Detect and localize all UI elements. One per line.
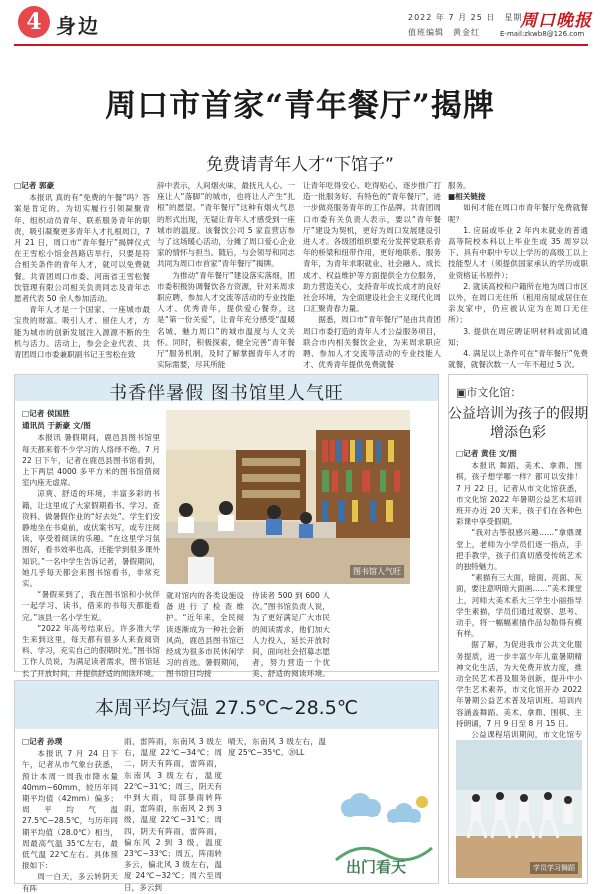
- weather-column-3: [228, 736, 326, 776]
- page-number-badge: 4: [18, 6, 50, 38]
- weather-paragraph: 雨，雷阵雨，东南风 3 级左右，温度 22℃~34℃；周二，阴天有阵雨，雷阵雨，东南风 3 级左右，温度 22℃~31℃；周三，阴天有中到大雨，局部暴雨转阵雨，雷阵雨，东南风 2 到 3 级，温度 22℃~31℃；周四，阴天有阵雨，雷阵雨，偏东风 2 到 3 级，温度 23℃~33℃；周五，阵雨转多云，偏北风 3 级左右，温度 24℃~32℃；周六至周日，多云到: [124, 737, 222, 892]
- eligibility-item: 4. 满足以上条件可在“青年餐厅”免费就餐，就餐次数一人一年不超过 5 次。: [448, 349, 588, 370]
- lead-paragraph: 让青年吃得安心、吃得贴心，逐步推广打造一批服务好、有特色的“青年餐厅”，进一步做亮服务青年的工作品牌。共青团周口市委有关负责人表示，要以“青年餐厅”建设为契机，更好为周口发展建设引进人才。各级团组织要充分发挥党联系青年的桥梁和纽带作用，更好地联系、服务青年，为青年求职就业、社会融入、成长成才、权益维护等方面提供全方位服务，助力营造关心、支持青年成长成才的良好社会环境，为全面建设社会主义现代化周口汇聚青春力量。: [303, 181, 441, 314]
- illustration-text: 出门看天: [346, 858, 407, 876]
- library-paragraph: 凉爽、舒适的环境，丰富多彩的书籍，让这里成了大家假期看书、学习、查资料、做暑假作业的“好去处”。学生们安静地坐在书桌前，或伏案书写，或专注阅读，享受着阅读的乐趣。“在这里学习氛围好，看书效率也高，还能学到很多课外知识。”一名中学生告诉记者，暑假期间，她几乎每天都会来图书馆看书，非常充实。: [22, 489, 160, 589]
- editor-line: 值班编辑 黄金红: [408, 28, 480, 37]
- lead-subheadline: 免费请青年人才“下馆子”: [206, 155, 394, 175]
- library-column-1: [22, 408, 160, 678]
- weather-column-1: [22, 736, 118, 893]
- weather-illustration-art: [330, 790, 436, 880]
- weather-headline: 本周平均气温 27.5℃~28.5℃: [94, 697, 359, 719]
- weather-paragraph: 周一白天，多云转阴天有阵: [22, 872, 118, 893]
- library-byline: □记者 侯国胜: [22, 409, 70, 418]
- library-paragraph: “2022 年高考结束后，许多准大学生来到这里，每天都有很多人来查阅资料、学习，充实自己的假期时光。”图书馆工作人员说，为满足读者需求，图书馆延长了开放时间，并提供舒适的阅读环境。: [22, 623, 160, 678]
- culture-paragraph: 据了解，为促进我市公共文化服务提质，进一步丰富少年儿童暑期精神文化生活，为大免费开放力度，推动全民艺术普及服务创新，提升中小学生艺术素养，市文化馆开办 2022 年暑期公益艺术普及培训班。培训内容涵盖舞蹈、美术、拿鼎、围棋、主持朗诵，7 月 9 日至 8 月 15 日。: [456, 640, 582, 728]
- culture-section-tag: ▣市文化馆：: [456, 386, 522, 399]
- library-byline: 通讯员 于新豪 文/图: [22, 421, 91, 431]
- library-paragraph: “暑假来到了，我在图书馆和小伙伴一起学习、读书，借来的书每天都能看完。”该县一名小学生说。: [22, 590, 160, 622]
- culture-byline: □记者 黄佳 文/图: [456, 449, 517, 458]
- library-paragraph: 就对馆内的各类设施设备进行了检查维护。“近年来，全民阅读逐渐成为一种社会新风尚，鹿邑县图书馆已经成为很多市民休闲学习的首选。暑假期间，图书馆日均接: [166, 591, 244, 679]
- library-headline: 书香伴暑假 图书馆里人气旺: [109, 383, 344, 404]
- lead-column-4: [448, 180, 588, 370]
- issue-date: 2022 年 7 月 25 日 星期一: [408, 13, 532, 22]
- lead-column-1: [14, 180, 150, 362]
- eligibility-item: 2. 就读高校和户籍所在地为周口市区以外，在周口无住所（租用房屋或居住在亲友家中，仍应被认定为在周口无住所）；: [448, 281, 588, 325]
- lead-byline: □记者 郭豪: [14, 181, 55, 190]
- culture-column: [456, 448, 582, 740]
- library-paragraph: 本报讯 暑假期间，鹿邑县图书馆里每天都来着不少学习的人络绎不绝。7 月 22 日下午，记者在鹿邑县图书馆看到，上下两层 4000 多平方米的图书馆借阅室内座无虚席。: [22, 433, 160, 488]
- culture-headline: 公益培训为孩子的假期增添色彩: [448, 406, 588, 441]
- library-paragraph: 待读者 500 到 600 人次。”图书馆负责人说，为了更好满足广大市民的阅读需求，他们加大人力投入，延长开放时间，面向社会招募志愿者，努力营造一个优美、舒适的阅读环境。: [252, 591, 330, 679]
- lead-paragraph: 服务。: [448, 181, 471, 190]
- lead-headline: 周口市首家“青年餐厅”揭牌: [105, 88, 495, 124]
- lead-column-3: [303, 180, 441, 370]
- library-photo-illustration: [166, 410, 410, 584]
- weather-column-2: [124, 736, 222, 892]
- newspaper-logo: 周口晚报: [520, 11, 592, 31]
- header-divider: [14, 44, 588, 46]
- eligibility-item: 1. 应届或毕业 2 年内未就业的普通高等院校本科以上毕业生或 35 周岁以下、具有中职中专以上学历的高级工以上技能型人才（须提供国家承认的学历或职业资格证书原件）；: [448, 225, 588, 280]
- library-photo: [166, 410, 410, 584]
- culture-paragraph: “我对古筝很感兴趣……”拿鼎课堂上，老师为小学员们逐一指点，手把手教学，孩子们真切感受传统艺术的独特魅力。: [456, 528, 582, 572]
- related-links-heading: ■相关链接: [448, 192, 486, 202]
- lead-paragraph: 本报讯 真的有“免费的午餐”吗？答案是肯定的。为切实履行引领凝聚青年、组织动员青年、联系服务青年的职责，吸引凝聚更多青年人才扎根周口，7 月 21 日，周口市“青年餐厅”揭牌仪式在王雪松小馆金昌路店举行，只要是符合相关条件的青年人才，就可以免费就餐。共青团周口市委、河南省王雪松餐饮管理有限公司相关负责同志及青年志愿者代表 50 余人参加活动。: [14, 193, 150, 304]
- eligibility-item: 3. 提供在周应聘证明材料或面试通知；: [448, 326, 588, 347]
- lead-paragraph: 如何才能在周口市青年餐厅免费就餐呢？: [448, 203, 588, 224]
- contact-email: E-mail:zkwb8@126.com: [500, 30, 585, 38]
- weather-illustration: [330, 790, 436, 880]
- library-column-2: [166, 590, 244, 679]
- lead-paragraph: 辞中表示，人间烟火味，最抚凡人心。一座让人“落脚”的城市，也将让人产生“扎根”的愿望。“青年餐厅”这种有烟火气息的形式出现，无疑让青年人才感受到一座城市的温度。该餐饮公司 5 家直营店参与了这场暖心活动，分摊了周口爱心企业家的情怀与担当。随后，与会领导和同志共同为周口市首家“青年餐厅”揭牌。: [157, 181, 295, 269]
- dance-photo-caption: 学员学习舞蹈: [530, 862, 578, 874]
- weather-paragraph: 晴天，东南风 3 级左右，温度 25℃~35℃。⑳LL: [228, 737, 326, 758]
- dance-photo-illustration: [456, 740, 582, 878]
- lead-paragraph: 为推动“青年餐厅”建设落实落细，团市委积极协调餐饮各方资源，针对来周求职应聘、参加人才交流等活动的专业技能人才、优秀青年，提供爱心餐券，这是“第一份关爱”，让青年充分感受“温暖名城、魅力周口”的城市温度与人文关怀。同时，积极探索，健全完善“青年餐厅”服务机制，及时了解掌握青年人才的实际需要，尽其所能: [157, 270, 295, 370]
- library-column-3: [252, 590, 330, 679]
- culture-paragraph: 本报讯 舞蹈、美术、拿鼎、围棋，孩子想学哪一样？都可以安排！7 月 22 日，记者从市文化馆获悉，市文化馆 2022 年暑期公益艺术培训班开办近 20 天来，孩子们在各种色彩课中享受假期。: [456, 461, 582, 527]
- section-name: 身边: [56, 14, 100, 38]
- culture-paragraph: “素描有三大面，暗面、亮面、灰面，要注意明暗大面画……”美术课堂上，河师大美术系大三学生小丽指导学生素描，学员们通过观察、思考、动手，将一幅幅素描作品勾勒得有模有样。: [456, 573, 582, 639]
- library-photo-caption: 图书馆人气旺: [350, 565, 404, 578]
- culture-paragraph: 公益课程培训期间，市文化馆专: [471, 730, 582, 740]
- page-header: [0, 0, 600, 54]
- lead-paragraph: 据悉，周口市“青年餐厅”是由共青团周口市委打造的青年人才公益服务项目，联合市内相关餐饮企业，为来周求职应聘、参加人才交流等活动的专业技能人才、优秀青年提供免费就餐: [303, 315, 441, 370]
- lead-column-2: [157, 180, 295, 370]
- weather-paragraph: 本报讯 7 月 24 日下午，记者从市气象台获悉，预计本周一周我市降水量 40mm~60mm，较历年同期平均值（42mm）偏多；周平均气温 27.5℃~28.5℃，与历年同期平均值（28.0℃）相当，周最高气温 35℃左右，最低气温 22℃左右。具体预报如下：: [22, 749, 118, 871]
- lead-paragraph: 青年人才是一个国家、一座城市最宝贵的财富。吸引人才、留住人才，方能为城市的创新发展注入源源不断的生机与活力。活动上，参会企业代表、共青团周口市委兼职副书记王雪松在致: [14, 305, 150, 360]
- weather-byline: □记者 孙璞: [22, 737, 63, 746]
- dance-class-photo: [456, 740, 582, 878]
